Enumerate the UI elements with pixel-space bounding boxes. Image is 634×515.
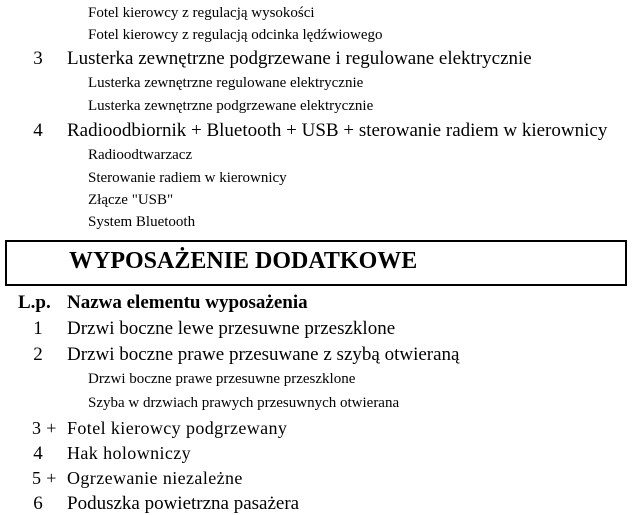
- sub-item-right-door-glazed: Drzwi boczne prawe przesuwne przeszklone: [88, 371, 356, 387]
- sub-item-bluetooth: System Bluetooth: [88, 214, 196, 230]
- item-number: 3 +: [32, 418, 57, 438]
- item-number: 4: [33, 443, 43, 464]
- item-right-door: Drzwi boczne prawe przesuwane z szybą otwieraną: [67, 344, 460, 365]
- sub-item-mirrors-heated: Lusterka zewnętrzne podgrzewane elektrycznie: [88, 98, 374, 114]
- column-header-lp: L.p.: [18, 292, 51, 313]
- item-left-door: Drzwi boczne lewe przesuwne przeszklone: [67, 318, 396, 339]
- item-number: 6: [33, 493, 43, 514]
- sub-item-driver-seat-lumbar: Fotel kierowcy z regulacją odcinka lędźwiowego: [88, 27, 383, 43]
- section-header-title: WYPOSAŻENIE DODATKOWE: [69, 248, 418, 274]
- item-radio: Radioodbiornik + Bluetooth + USB + sterowanie radiem w kierownicy: [67, 120, 608, 141]
- item-number: 5 +: [32, 468, 57, 488]
- item-mirrors: Lusterka zewnętrzne podgrzewane i regulowane elektrycznie: [67, 48, 532, 69]
- item-passenger-airbag: Poduszka powietrzna pasażera: [67, 493, 300, 514]
- sub-item-right-door-window: Szyba w drzwiach prawych przesuwnych otwierana: [88, 395, 400, 411]
- column-header-name: Nazwa elementu wyposażenia: [67, 292, 308, 313]
- sub-item-usb: Złącze "USB": [88, 192, 174, 208]
- section-header-box: [5, 240, 627, 286]
- item-number: 3: [33, 48, 43, 69]
- item-number: 2: [33, 344, 43, 365]
- sub-item-mirrors-adjust: Lusterka zewnętrzne regulowane elektrycznie: [88, 75, 364, 91]
- sub-item-driver-seat-height: Fotel kierowcy z regulacją wysokości: [88, 5, 315, 21]
- item-number: 4: [33, 120, 43, 141]
- item-tow-hook: Hak holowniczy: [67, 443, 192, 463]
- item-heater: Ogrzewanie niezależne: [67, 468, 243, 488]
- item-heated-seat: Fotel kierowcy podgrzewany: [67, 418, 288, 438]
- item-number: 1: [33, 318, 43, 339]
- sub-item-radio-player: Radioodtwarzacz: [88, 147, 193, 163]
- sub-item-steering-radio: Sterowanie radiem w kierownicy: [88, 170, 287, 186]
